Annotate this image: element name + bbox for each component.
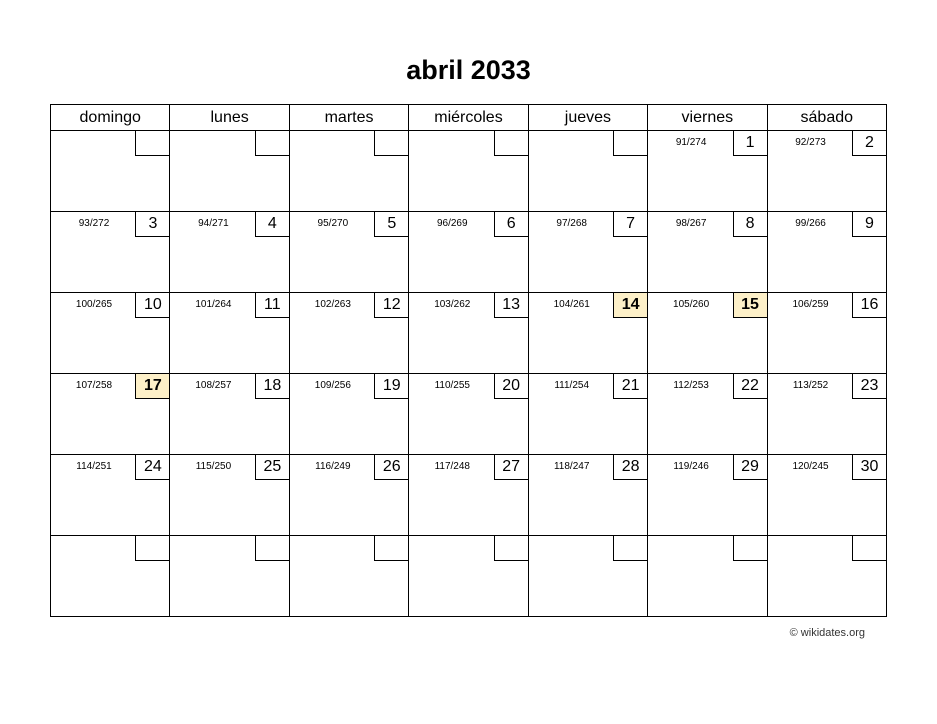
- calendar-day-cell: [170, 212, 289, 293]
- calendar-day-cell: [648, 131, 767, 212]
- calendar-day-cell: [767, 536, 886, 617]
- calendar-week-row: [51, 374, 887, 455]
- calendar-week-row: [51, 293, 887, 374]
- day-number: 16: [852, 293, 886, 318]
- calendar-week-row: [51, 212, 887, 293]
- calendar-title: abril 2033: [406, 55, 531, 85]
- calendar-day-cell: [767, 293, 886, 374]
- calendar-day-cell: [648, 536, 767, 617]
- day-of-year-label: 113/252: [792, 380, 829, 391]
- day-number: 13: [494, 293, 528, 318]
- day-number: [135, 536, 169, 561]
- calendar-day-cell: [528, 536, 647, 617]
- calendar-day-cell: [528, 293, 647, 374]
- day-of-year-label: 99/266: [795, 218, 826, 229]
- day-of-year-label: 114/251: [76, 461, 112, 472]
- calendar-day-cell: [648, 293, 767, 374]
- calendar-day-cell: [648, 212, 767, 293]
- day-number: 19: [374, 374, 408, 399]
- calendar-day-cell: [51, 536, 170, 617]
- day-number: 6: [494, 212, 528, 237]
- day-number: 7: [613, 212, 647, 237]
- calendar-day-cell: [409, 131, 528, 212]
- day-of-year-label: 118/247: [553, 461, 590, 472]
- day-number: [494, 131, 528, 156]
- day-number: 4: [255, 212, 289, 237]
- day-number: 26: [374, 455, 408, 480]
- day-of-year-label: 106/259: [792, 299, 829, 310]
- calendar-day-cell: [409, 293, 528, 374]
- day-number: [733, 536, 767, 561]
- day-number: 5: [374, 212, 408, 237]
- day-number: 25: [255, 455, 289, 480]
- day-of-year-label: 98/267: [675, 218, 707, 229]
- day-of-year-label: 119/246: [673, 461, 709, 472]
- day-of-year-label: 105/260: [673, 299, 710, 310]
- day-number: 9: [852, 212, 886, 237]
- copyright-footer: © wikidates.org: [789, 627, 865, 639]
- day-number: [613, 536, 647, 561]
- calendar-day-cell: [409, 536, 528, 617]
- day-of-year-label: 102/263: [314, 299, 351, 310]
- calendar-day-cell: [409, 212, 528, 293]
- calendar-day-cell: [170, 455, 289, 536]
- day-number: 2: [852, 131, 886, 156]
- calendar-day-cell: [409, 455, 528, 536]
- weekday-header: lunes: [170, 105, 289, 131]
- day-number: 18: [255, 374, 289, 399]
- calendar-day-cell: [51, 293, 170, 374]
- calendar-day-cell: [170, 131, 289, 212]
- day-of-year-label: 115/250: [195, 461, 232, 472]
- calendar-day-cell: [528, 374, 647, 455]
- weekday-header: domingo: [51, 105, 170, 131]
- day-of-year-label: 117/248: [434, 461, 470, 472]
- calendar-day-cell: [51, 131, 170, 212]
- day-number: [374, 131, 408, 156]
- day-of-year-label: 112/253: [673, 380, 709, 391]
- calendar-day-cell: [528, 455, 647, 536]
- day-number: 8: [733, 212, 767, 237]
- calendar-day-cell: [51, 374, 170, 455]
- calendar-day-cell: [51, 212, 170, 293]
- day-of-year-label: 116/249: [315, 461, 351, 472]
- day-number: [852, 536, 886, 561]
- calendar-day-cell: [767, 455, 886, 536]
- weekday-header: jueves: [528, 105, 647, 131]
- day-of-year-label: 95/270: [317, 218, 349, 229]
- day-of-year-label: 111/254: [554, 380, 590, 391]
- calendar-day-cell: [528, 212, 647, 293]
- calendar-day-cell: [767, 131, 886, 212]
- calendar-day-cell: [170, 293, 289, 374]
- day-of-year-label: 110/255: [434, 380, 470, 391]
- day-of-year-label: 94/271: [198, 218, 229, 229]
- calendar-week-row: [51, 455, 887, 536]
- highlighted-day-number: 17: [135, 374, 169, 399]
- calendar-day-cell: [767, 374, 886, 455]
- day-of-year-label: 101/264: [195, 299, 232, 310]
- calendar-grid: [50, 104, 887, 617]
- day-number: [255, 131, 289, 156]
- day-number: 10: [135, 293, 169, 318]
- calendar-day-cell: [51, 455, 170, 536]
- day-number: [255, 536, 289, 561]
- day-number: 30: [852, 455, 886, 480]
- day-of-year-label: 104/261: [553, 299, 590, 310]
- day-of-year-label: 103/262: [434, 299, 471, 310]
- calendar-day-cell: [648, 455, 767, 536]
- day-of-year-label: 107/258: [75, 380, 113, 391]
- day-number: 21: [613, 374, 647, 399]
- calendar-day-cell: [409, 374, 528, 455]
- day-of-year-label: 100/265: [75, 299, 113, 310]
- day-number: 22: [733, 374, 767, 399]
- calendar-day-cell: [289, 536, 408, 617]
- day-of-year-label: 92/273: [795, 137, 826, 148]
- calendar-day-cell: [289, 293, 408, 374]
- day-number: [613, 131, 647, 156]
- day-number: 23: [852, 374, 886, 399]
- day-of-year-label: 91/274: [675, 137, 707, 148]
- weekday-header: sábado: [767, 105, 886, 131]
- day-of-year-label: 97/268: [556, 218, 587, 229]
- calendar-week-row: [51, 536, 887, 617]
- day-number: [374, 536, 408, 561]
- weekday-header-row: [51, 105, 887, 131]
- calendar-day-cell: [528, 131, 647, 212]
- day-number: [135, 131, 169, 156]
- calendar-day-cell: [170, 374, 289, 455]
- day-of-year-label: 93/272: [78, 218, 110, 229]
- calendar-day-cell: [170, 536, 289, 617]
- day-of-year-label: 108/257: [195, 380, 232, 391]
- highlighted-day-number: 15: [733, 293, 767, 318]
- day-number: 1: [733, 131, 767, 156]
- day-number: [494, 536, 528, 561]
- day-number: 27: [494, 455, 528, 480]
- day-of-year-label: 120/245: [792, 461, 829, 472]
- calendar-day-cell: [289, 212, 408, 293]
- weekday-header: miércoles: [409, 105, 528, 131]
- day-number: 11: [255, 293, 289, 318]
- day-number: 28: [613, 455, 647, 480]
- calendar-body: [51, 131, 887, 617]
- calendar-day-cell: [289, 131, 408, 212]
- day-number: 20: [494, 374, 528, 399]
- day-of-year-label: 96/269: [436, 218, 468, 229]
- calendar-week-row: [51, 131, 887, 212]
- day-of-year-label: 109/256: [314, 380, 351, 391]
- day-number: 3: [135, 212, 169, 237]
- day-number: 24: [135, 455, 169, 480]
- weekday-header: martes: [289, 105, 408, 131]
- calendar-day-cell: [289, 374, 408, 455]
- calendar-day-cell: [648, 374, 767, 455]
- weekday-header: viernes: [648, 105, 767, 131]
- calendar-day-cell: [289, 455, 408, 536]
- day-number: 12: [374, 293, 408, 318]
- highlighted-day-number: 14: [613, 293, 647, 318]
- calendar-day-cell: [767, 212, 886, 293]
- day-number: 29: [733, 455, 767, 480]
